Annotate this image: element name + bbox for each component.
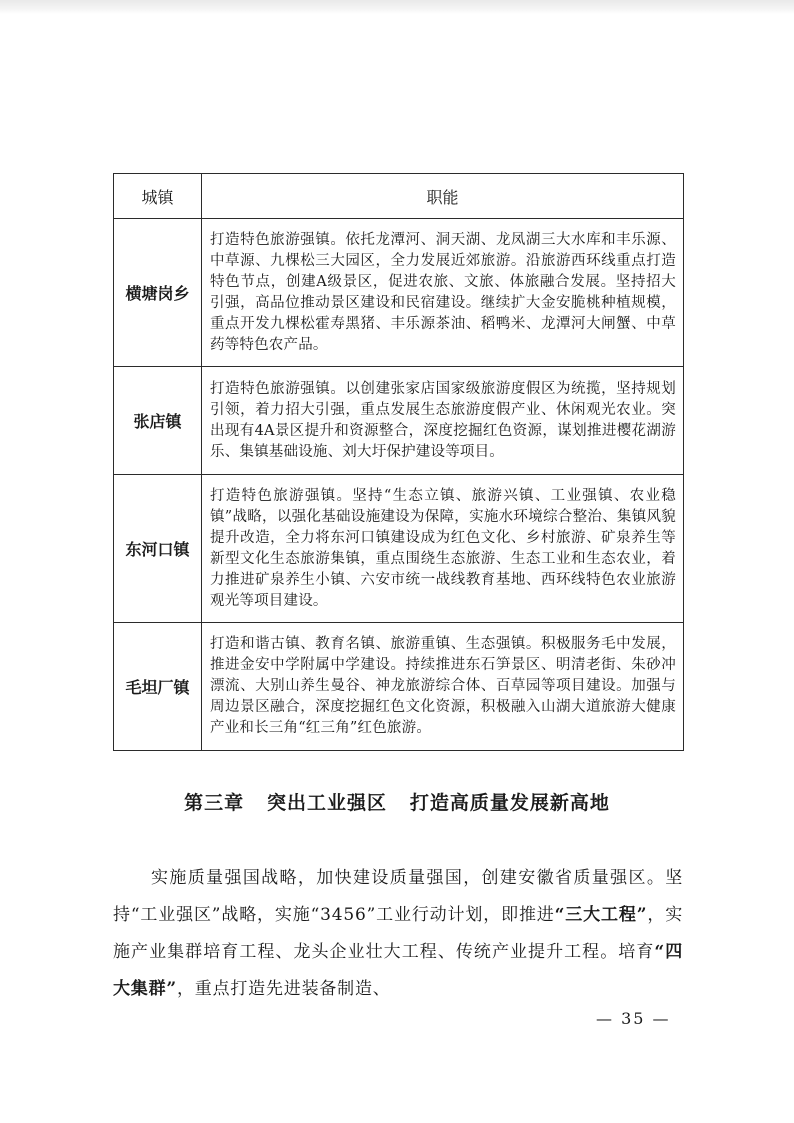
town-function-table — [113, 173, 684, 751]
paragraph-text-1: 实施质量强国战略，加快建设质量强国，创建安徽省质量强区。坚持“工业强区”战略，实施“3456”工业行动计划，即推进 — [113, 868, 683, 925]
town-name: 毛坦厂镇 — [114, 623, 202, 751]
page-number: — 35 — — [596, 1009, 671, 1028]
town-name: 张店镇 — [114, 367, 202, 475]
town-function: 打造特色旅游强镇。以创建张家店国家级旅游度假区为统揽，坚持规划引领，着力招大引强，重点发展生态旅游度假产业、休闲观光农业。突出现有4A景区提升和资源整合，深度挖掘红色资源，谋划推进樱花湖游乐、集镇基础设施、刘大圩保护建设等项目。 — [202, 367, 684, 475]
town-function: 打造特色旅游强镇。依托龙潭河、洞天湖、龙凤湖三大水库和丰乐源、中草源、九棵松三大园区，全力发展近郊旅游。沿旅游西环线重点打造特色节点，创建A级景区，促进农旅、文旅、体旅融合发展。坚持招大引强，高品位推动景区建设和民宿建设。继续扩大金安脆桃种植规模，重点开发九棵松霍寿黑猪、丰乐源茶油、稻鸭米、龙潭河大闸蟹、中草药等特色农产品。 — [202, 219, 684, 367]
scan-top-edge — [0, 0, 794, 14]
town-name: 横塘岗乡 — [114, 219, 202, 367]
chapter-title-part-2: 打造高质量发展新高地 — [409, 792, 610, 814]
paragraph-text-2: ，实施产业集群培育工程、龙头企业壮大工程、传统产业提升工程。培育 — [113, 905, 683, 962]
header-function: 职能 — [202, 174, 684, 219]
town-function: 打造和谐古镇、教育名镇、旅游重镇、生态强镇。积极服务毛中发展，推进金安中学附属中学建设。持续推进东石笋景区、明清老街、朱砂冲漂流、大别山养生曼谷、神龙旅游综合体、百草园等项目建设。加强与周边景区融合，深度挖掘红色文化资源，积极融入山湖大道旅游大健康产业和长三角“红三角”红色旅游。 — [202, 623, 684, 751]
paragraph-emphasis-1: “三大工程” — [554, 905, 648, 925]
table-header-row — [114, 174, 684, 219]
town-name: 东河口镇 — [114, 475, 202, 623]
table-row — [114, 219, 684, 367]
table-row — [114, 475, 684, 623]
table-row — [114, 367, 684, 475]
chapter-heading — [0, 788, 794, 815]
chapter-title-part-1: 突出工业强区 — [266, 792, 387, 814]
town-function: 打造特色旅游强镇。坚持“生态立镇、旅游兴镇、工业强镇、农业稳镇”战略，以强化基础设施建设为保障，实施水环境综合整治、集镇风貌提升改造，全力将东河口镇建设成为红色文化、乡村旅游、矿泉养生等新型文化生态旅游集镇，重点围绕生态旅游、生态工业和生态农业，着力推进矿泉养生小镇、六安市统一战线教育基地、西环线特色农业旅游观光等项目建设。 — [202, 475, 684, 623]
chapter-number: 第三章 — [184, 792, 245, 814]
body-paragraph — [113, 860, 683, 1008]
paragraph-emphasis-2: “四大集群” — [113, 942, 683, 999]
paragraph-text-3: ，重点打造先进装备制造、 — [176, 979, 391, 999]
header-town: 城镇 — [114, 174, 202, 219]
table-row — [114, 623, 684, 751]
